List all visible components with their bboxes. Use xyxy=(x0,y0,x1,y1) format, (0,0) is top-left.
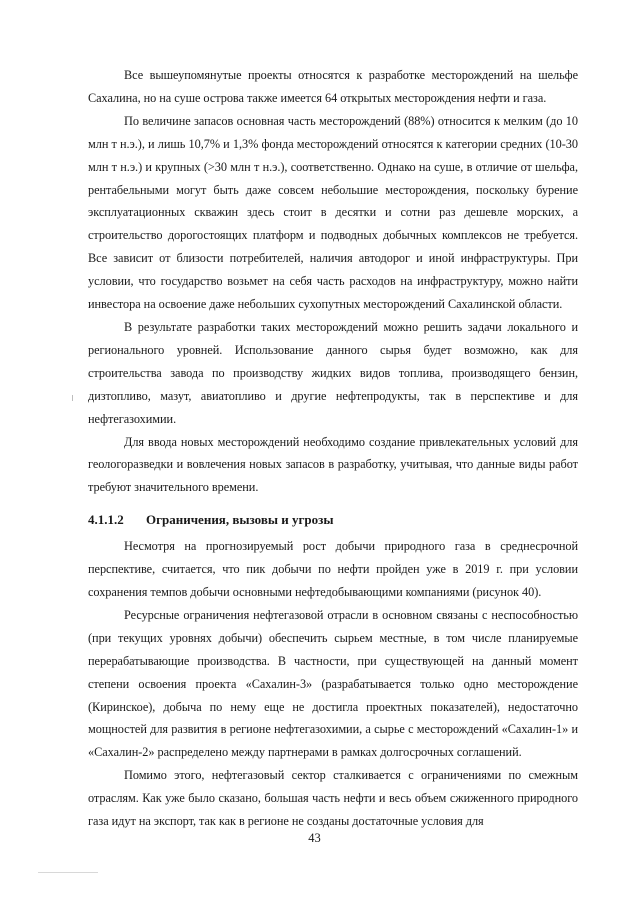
paragraph: В результате разработки таких месторождений можно решить задачи локального и регионального уровней. Использование данного сырья будет возможно, как для строительства завода по производству жидких видов топлива, производящего бензин, дизтопливо, мазут, авиатопливо и другие нефтепродукты, так в перспективе и для нефтегазохимии. xyxy=(88,319,578,426)
section-title: Ограничения, вызовы и угрозы xyxy=(146,512,334,528)
section-heading xyxy=(88,509,578,531)
scan-artifact xyxy=(72,395,73,401)
paragraph: Для ввода новых месторождений необходимо создание привлекательных условий для геологоразведки и вовлечения новых запасов в разработку, учитывая, что данные виды работ требуют значительного времени. xyxy=(88,434,578,495)
scan-artifact xyxy=(38,872,98,873)
paragraph: Помимо этого, нефтегазовый сектор сталкивается с ограничениями по смежным отраслям. Как уже было сказано, большая часть нефти и весь объем сжиженного природного газа идут на экспорт, так как в регионе не созданы достаточные условия для xyxy=(88,768,578,829)
paragraph: Ресурсные ограничения нефтегазовой отрасли в основном связаны с неспособностью (при текущих уровнях добычи) обеспечить сырьем местные, в том числе планируемые перерабатывающие производства. В частности, при существующей на данный момент степени освоения проекта «Сахалин-3» (разрабатывается только одно месторождение (Киринское), добыча по нему еще не достигла проектных показателей), недостаточно мощностей для развития в регионе нефтегазохимии, а сырье с месторождений «Сахалин-1» и «Сахалин-2» распределено между партнерами в рамках долгосрочных соглашений. xyxy=(88,607,578,760)
paragraph: По величине запасов основная часть месторождений (88%) относится к мелким (до 10 млн т н.э.), и лишь 10,7% и 1,3% фонда месторождений относятся к категории средних (10-30 млн т н.э.) и крупных (>30 млн т н.э.), соответственно. Однако на суше, в отличие от шельфа, рентабельными могут быть даже совсем небольшие месторождения, поскольку бурение эксплуатационных скважин здесь стоит в десятки и сотни раз дешевле морских, а строительство дорогостоящих платформ и подводных добычных комплексов не требуется. Все зависит от близости потребителей, наличия автодорог и иной инфраструктуры. При условии, что государство возьмет на себя часть расходов на инфраструктуру, можно найти инвестора на освоение даже небольших сухопутных месторождений Сахалинской области. xyxy=(88,113,578,312)
paragraph: Все вышеупомянутые проекты относятся к разработке месторождений на шельфе Сахалина, но на суше острова также имеется 64 открытых месторождения нефти и газа. xyxy=(88,68,578,105)
paragraph: Несмотря на прогнозируемый рост добычи природного газа в среднесрочной перспективе, считается, что пик добычи по нефти пройден уже в 2019 г. при условии сохранения темпов добычи основными нефтедобывающими компаниями (рисунок 40). xyxy=(88,539,578,600)
page-number: 43 xyxy=(308,831,321,845)
page-body xyxy=(88,64,578,833)
section-number: 4.1.1.2 xyxy=(88,512,124,528)
